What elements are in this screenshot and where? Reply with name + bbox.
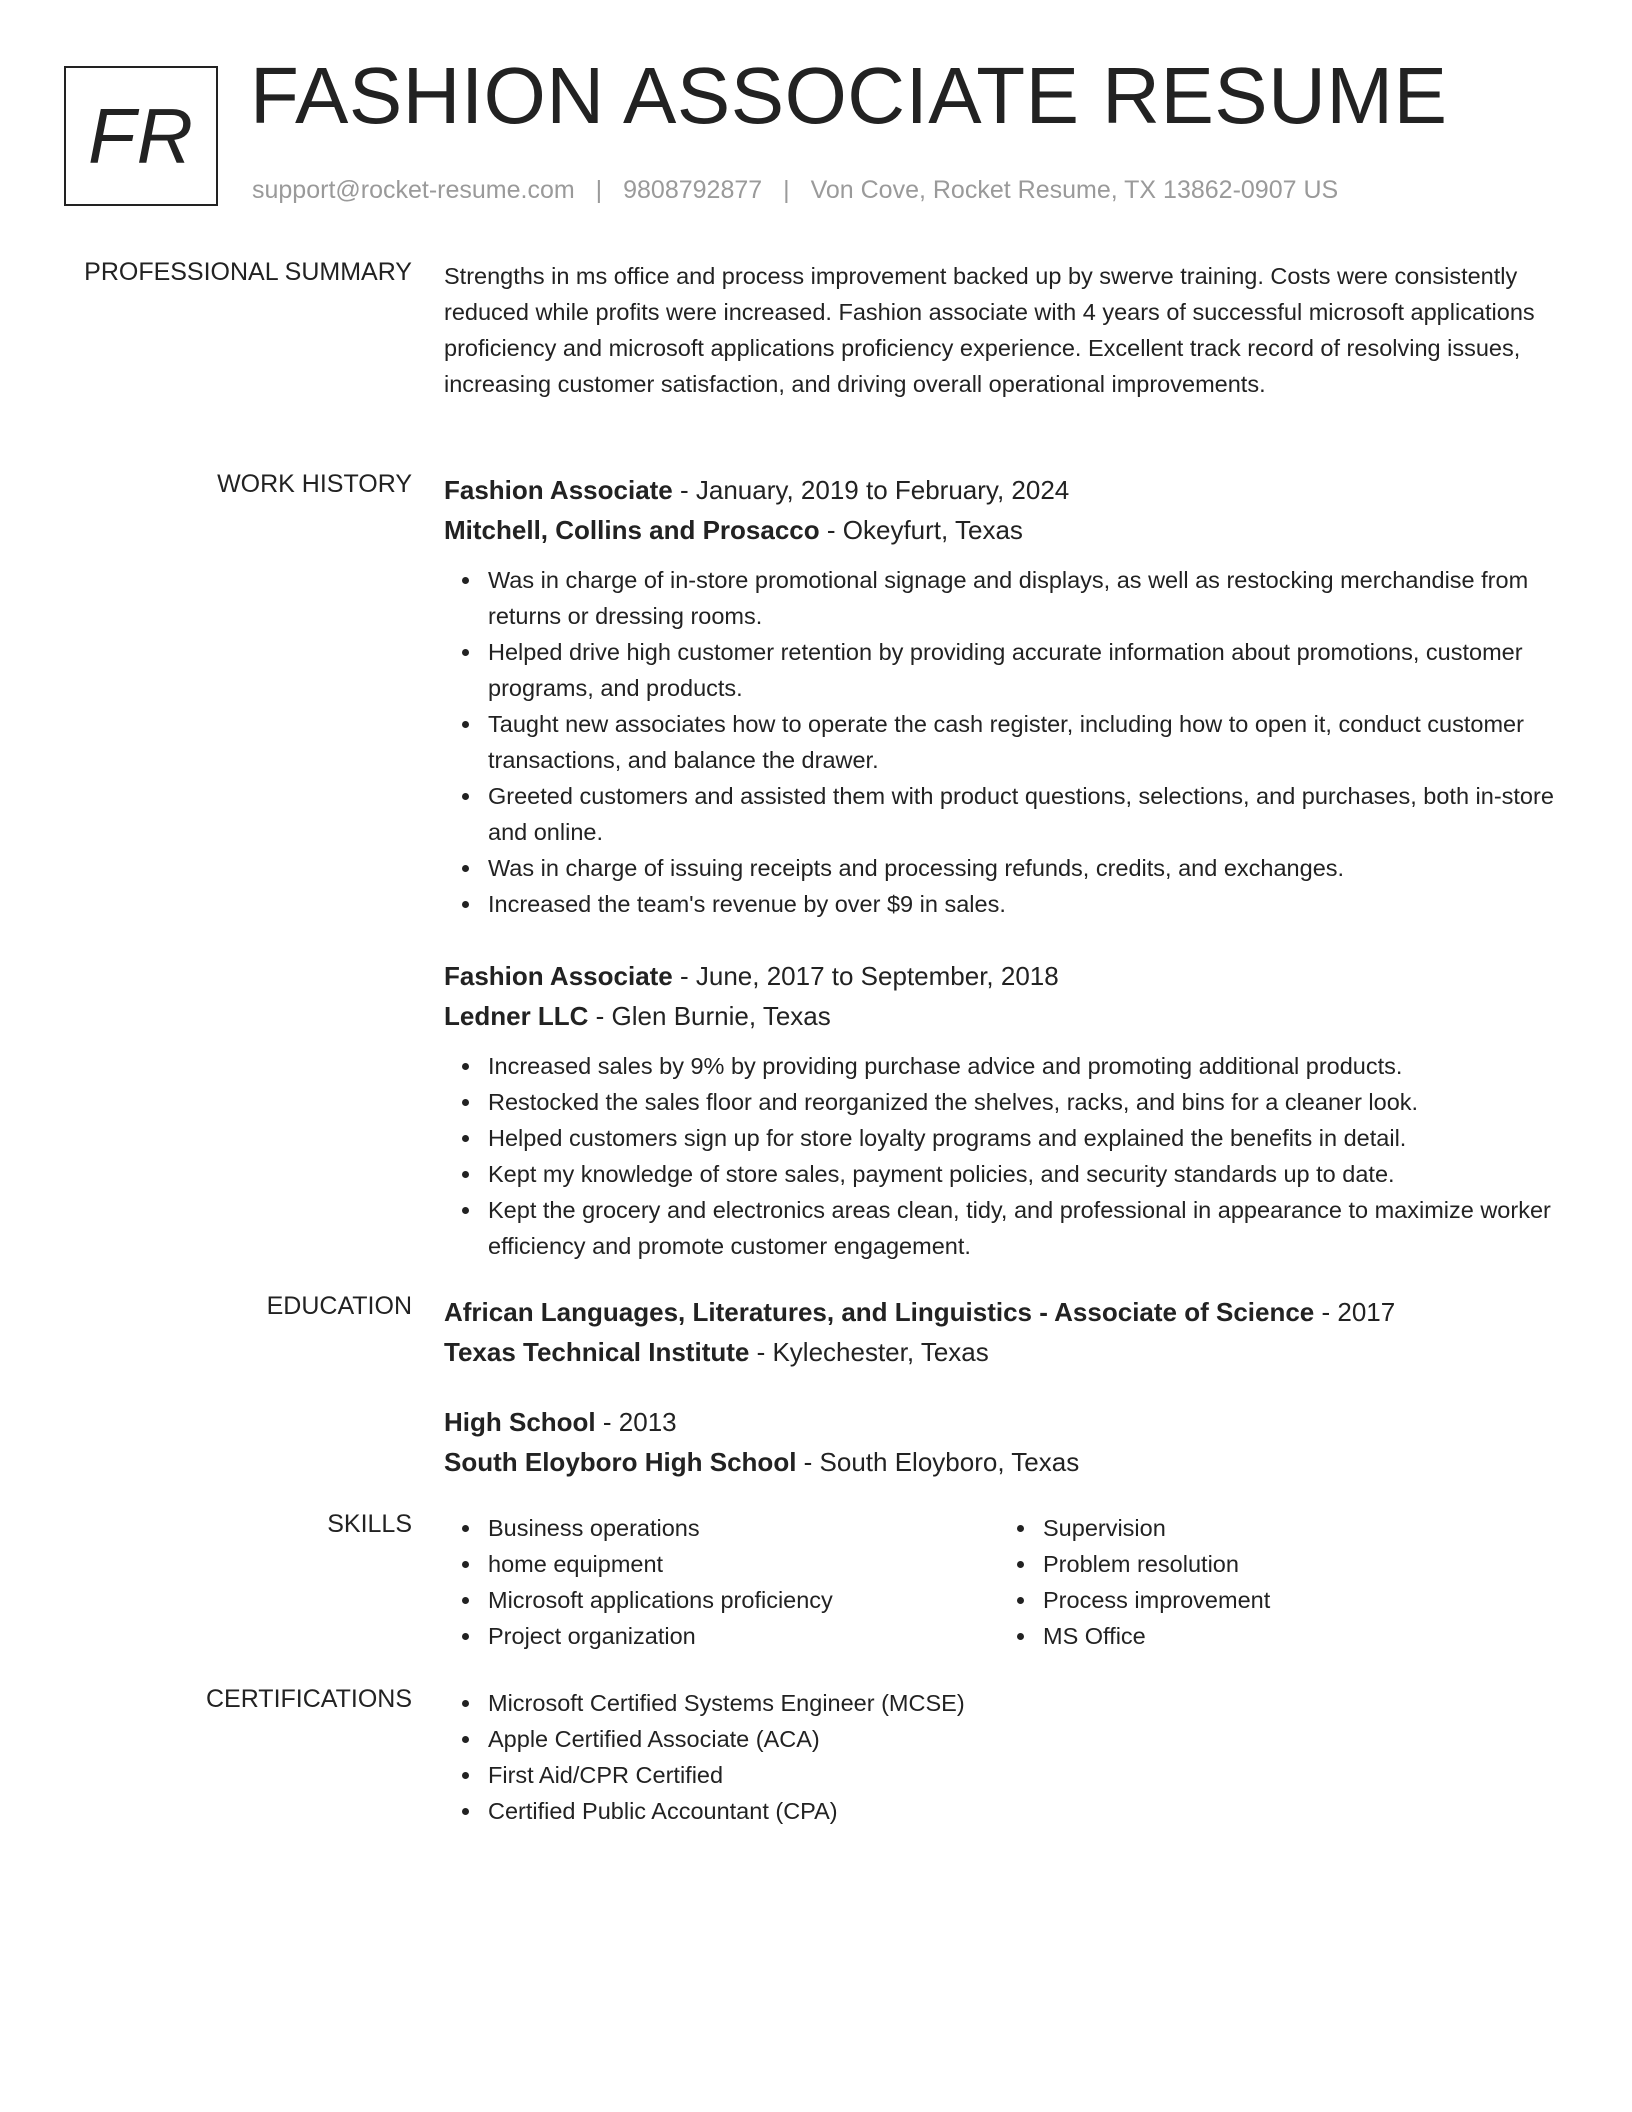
degree-year: - 2013: [595, 1407, 677, 1437]
list-item: Certified Public Accountant (CPA): [488, 1793, 1554, 1829]
list-item: Project organization: [488, 1618, 999, 1654]
resume-title: FASHION ASSOCIATE RESUME: [250, 51, 1448, 140]
monogram-box: [64, 66, 218, 206]
list-item: Was in charge of issuing receipts and processing refunds, credits, and exchanges.: [488, 850, 1554, 886]
education-entry: [444, 1402, 1554, 1482]
list-item: Was in charge of in-store promotional signage and displays, as well as restocking merchandise from returns or dressing rooms.: [488, 562, 1554, 634]
list-item: Greeted customers and assisted them with product questions, selections, and purchases, both in-store and online.: [488, 778, 1554, 850]
school-line: [444, 1442, 1554, 1482]
education-entry: [444, 1292, 1554, 1372]
list-item: Increased sales by 9% by providing purchase advice and promoting additional products.: [488, 1048, 1554, 1084]
list-item: Helped drive high customer retention by providing accurate information about promotions, customer programs, and products.: [488, 634, 1554, 706]
job-dates: - June, 2017 to September, 2018: [672, 961, 1059, 991]
section-label-skills: SKILLS: [327, 1510, 412, 1538]
job-title-line: [444, 470, 1554, 510]
list-item: Restocked the sales floor and reorganized the shelves, racks, and bins for a cleaner look.: [488, 1084, 1554, 1120]
job-company-line: [444, 996, 1554, 1036]
job-company: Ledner LLC: [444, 1001, 589, 1031]
list-item: Increased the team's revenue by over $9 in sales.: [488, 886, 1554, 922]
list-item: Microsoft Certified Systems Engineer (MCSE): [488, 1685, 1554, 1721]
job-title: Fashion Associate: [444, 961, 673, 991]
job-entry: [444, 470, 1554, 922]
degree-year: - 2017: [1314, 1297, 1396, 1327]
contact-phone[interactable]: 9808792877: [623, 176, 763, 204]
skills-list-right: [999, 1510, 1554, 1654]
degree-name: African Languages, Literatures, and Linguistics - Associate of Science: [444, 1297, 1315, 1327]
list-item: Taught new associates how to operate the cash register, including how to open it, conduct customer transactions, and balance the drawer.: [488, 706, 1554, 778]
summary-text: Strengths in ms office and process improvement backed up by swerve training. Costs were consistently reduced while profits were increased. Fashion associate with 4 years of successful microsoft applications proficiency and microsoft applications proficiency experience. Excellent track record of resolving issues, increasing customer satisfaction, and driving overall operational improvements.: [444, 263, 1535, 397]
monogram-initials: FR: [88, 91, 194, 180]
contact-address: Von Cove, Rocket Resume, TX 13862-0907 US: [810, 176, 1339, 204]
work-history-body: [444, 470, 1554, 1264]
job-company-line: [444, 510, 1554, 550]
school-name: South Eloyboro High School: [444, 1447, 797, 1477]
section-label-education: EDUCATION: [266, 1292, 412, 1320]
job-title: Fashion Associate: [444, 475, 673, 505]
certifications-body: [444, 1685, 1554, 1829]
contact-line: [252, 176, 1338, 205]
degree-line: [444, 1402, 1554, 1442]
school-name: Texas Technical Institute: [444, 1337, 750, 1367]
section-label-summary: PROFESSIONAL SUMMARY: [84, 258, 412, 286]
list-item: home equipment: [488, 1546, 999, 1582]
school-location: - Kylechester, Texas: [749, 1337, 989, 1367]
certifications-list: [444, 1685, 1554, 1829]
list-item: Helped customers sign up for store loyalty programs and explained the benefits in detail.: [488, 1120, 1554, 1156]
section-label-work-history: WORK HISTORY: [217, 470, 412, 498]
list-item: Problem resolution: [1043, 1546, 1554, 1582]
job-bullet-list: [444, 1048, 1554, 1264]
skills-list-left: [444, 1510, 999, 1654]
list-item: Kept the grocery and electronics areas clean, tidy, and professional in appearance to maximize worker efficiency and promote customer engagement.: [488, 1192, 1554, 1264]
summary-body: [444, 258, 1554, 402]
list-item: Process improvement: [1043, 1582, 1554, 1618]
section-label-certifications: CERTIFICATIONS: [205, 1685, 412, 1713]
list-item: Business operations: [488, 1510, 999, 1546]
school-line: [444, 1332, 1554, 1372]
list-item: Supervision: [1043, 1510, 1554, 1546]
list-item: Kept my knowledge of store sales, payment policies, and security standards up to date.: [488, 1156, 1554, 1192]
job-location: - Okeyfurt, Texas: [819, 515, 1023, 545]
education-body: [444, 1292, 1554, 1482]
skills-body: [444, 1510, 1554, 1654]
school-location: - South Eloyboro, Texas: [796, 1447, 1080, 1477]
contact-separator: |: [783, 176, 790, 204]
list-item: Microsoft applications proficiency: [488, 1582, 999, 1618]
skills-grid: [444, 1510, 1554, 1654]
job-bullet-list: [444, 562, 1554, 922]
job-company: Mitchell, Collins and Prosacco: [444, 515, 820, 545]
list-item: First Aid/CPR Certified: [488, 1757, 1554, 1793]
contact-separator: |: [595, 176, 603, 204]
degree-name: High School: [444, 1407, 596, 1437]
job-entry: [444, 956, 1554, 1264]
list-item: Apple Certified Associate (ACA): [488, 1721, 1554, 1757]
contact-email[interactable]: support@rocket-resume.com: [252, 176, 575, 204]
list-item: MS Office: [1043, 1618, 1554, 1654]
degree-line: [444, 1292, 1554, 1332]
job-title-line: [444, 956, 1554, 996]
job-dates: - January, 2019 to February, 2024: [672, 475, 1070, 505]
job-location: - Glen Burnie, Texas: [588, 1001, 831, 1031]
